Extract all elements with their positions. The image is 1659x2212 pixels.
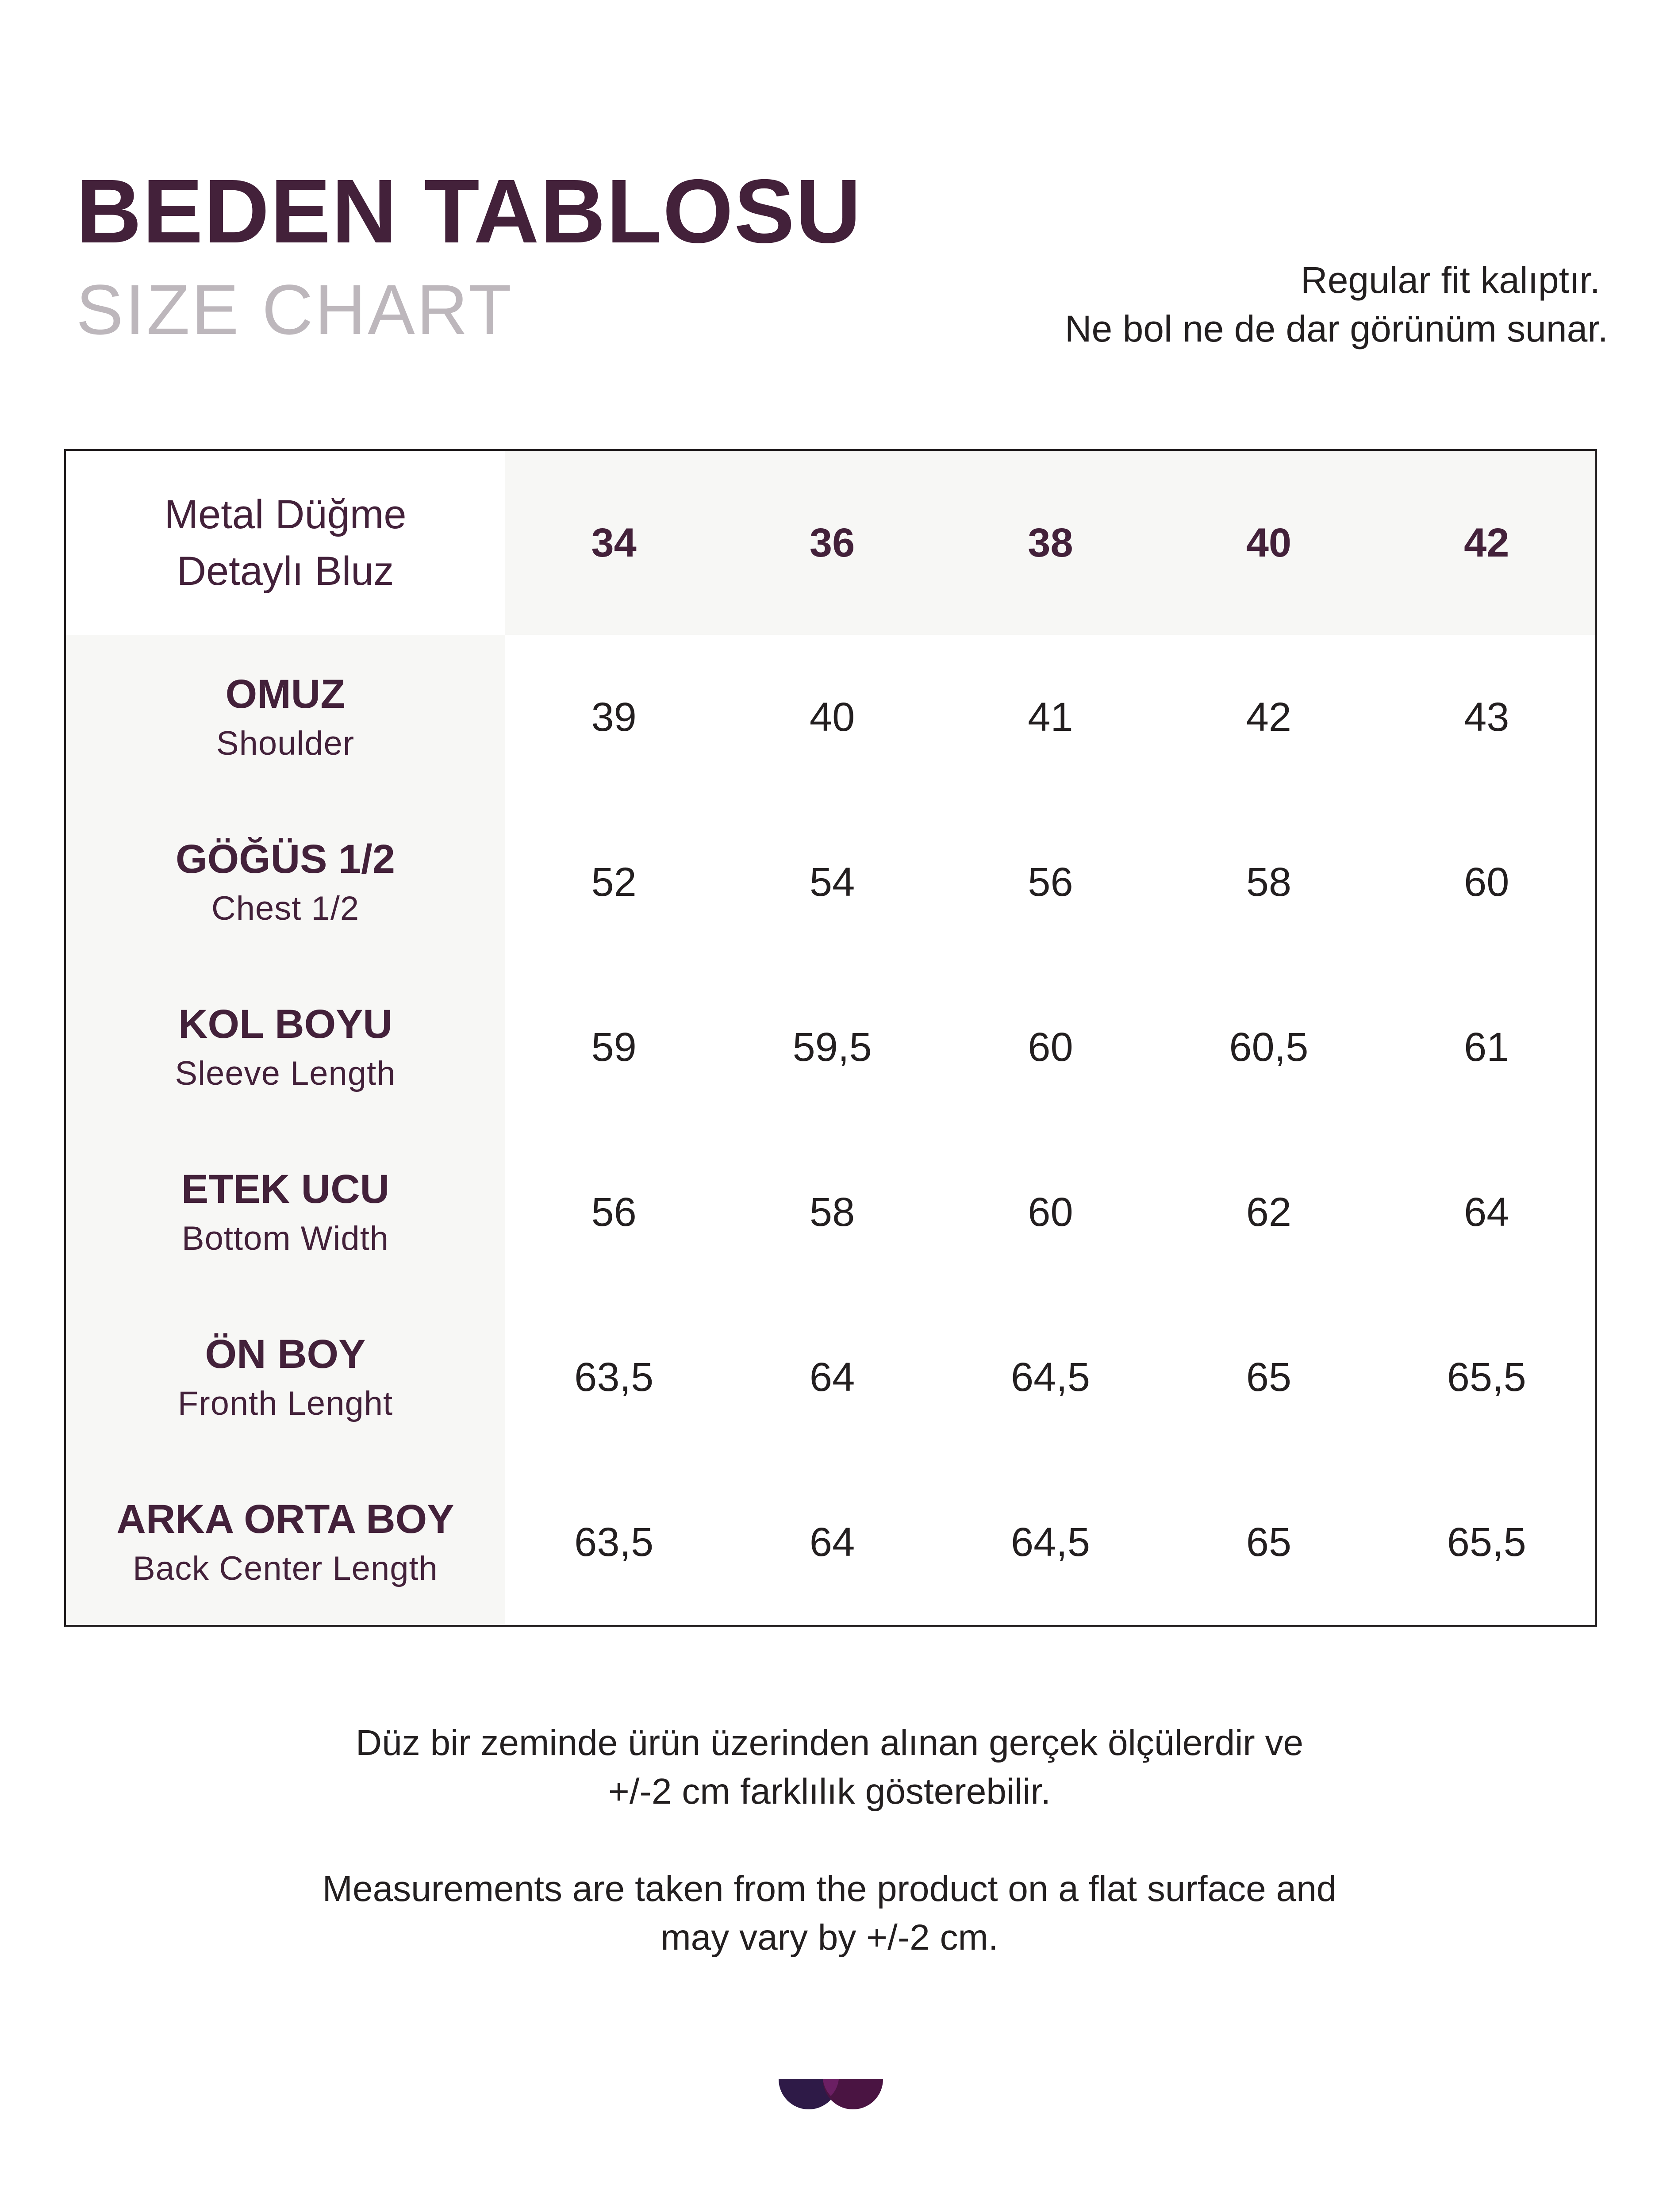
table-cell: 63,5 bbox=[505, 1460, 723, 1626]
footnote-en-line-2: may vary by +/-2 cm. bbox=[661, 1917, 998, 1958]
footnote-tr-line-1: Düz bir zeminde ürün üzerinden alınan gerçek ölçülerdir ve bbox=[355, 1723, 1304, 1763]
table-row-front-length bbox=[65, 1295, 1596, 1460]
table-cell: 56 bbox=[505, 1130, 723, 1295]
row-label-bottom-width bbox=[65, 1130, 505, 1295]
row-label-en: Back Center Length bbox=[133, 1549, 438, 1587]
fit-note bbox=[1065, 256, 1608, 353]
table-cell: 63,5 bbox=[505, 1295, 723, 1460]
table-cell: 60 bbox=[1378, 800, 1596, 965]
table-cell: 39 bbox=[505, 635, 723, 800]
size-chart-table bbox=[64, 449, 1597, 1627]
table-row-shoulder bbox=[65, 635, 1596, 800]
table-header-row bbox=[65, 450, 1596, 635]
table-cell: 65 bbox=[1160, 1295, 1378, 1460]
size-header-34: 34 bbox=[505, 450, 723, 635]
table-row-back-center-length bbox=[65, 1460, 1596, 1626]
row-label-tr: ÖN BOY bbox=[205, 1331, 366, 1377]
row-label-en: Chest 1/2 bbox=[211, 889, 360, 927]
table-cell: 40 bbox=[723, 635, 941, 800]
row-label-tr: OMUZ bbox=[225, 671, 346, 717]
product-name-cell bbox=[65, 450, 505, 635]
row-label-tr: ARKA ORTA BOY bbox=[116, 1496, 454, 1542]
footnote-english bbox=[0, 1865, 1659, 1962]
row-label-tr: ETEK UCU bbox=[181, 1166, 390, 1212]
row-label-tr: GÖĞÜS 1/2 bbox=[176, 836, 395, 882]
table-cell: 60 bbox=[941, 965, 1160, 1130]
page-subtitle: SIZE CHART bbox=[76, 270, 514, 349]
table-cell: 52 bbox=[505, 800, 723, 965]
table-row-chest bbox=[65, 800, 1596, 965]
table-cell: 41 bbox=[941, 635, 1160, 800]
table-cell: 62 bbox=[1160, 1130, 1378, 1295]
row-label-en: Fronth Lenght bbox=[177, 1384, 393, 1422]
table-cell: 65,5 bbox=[1378, 1295, 1596, 1460]
row-label-sleeve bbox=[65, 965, 505, 1130]
size-header-40: 40 bbox=[1160, 450, 1378, 635]
table-cell: 58 bbox=[723, 1130, 941, 1295]
fit-note-line-1: Regular fit kalıptır. bbox=[1301, 259, 1600, 301]
footnote-turkish bbox=[0, 1719, 1659, 1816]
size-header-42: 42 bbox=[1378, 450, 1596, 635]
table-cell: 61 bbox=[1378, 965, 1596, 1130]
row-label-front-length bbox=[65, 1295, 505, 1460]
table-cell: 59 bbox=[505, 965, 723, 1130]
table-row-bottom-width bbox=[65, 1130, 1596, 1295]
table-cell: 64 bbox=[723, 1460, 941, 1626]
table-cell: 65,5 bbox=[1378, 1460, 1596, 1626]
row-label-shoulder bbox=[65, 635, 505, 800]
page-title: BEDEN TABLOSU bbox=[76, 161, 862, 262]
table-cell: 64,5 bbox=[941, 1295, 1160, 1460]
footnote-en-line-1: Measurements are taken from the product on a flat surface and bbox=[322, 1869, 1337, 1909]
fit-note-line-2: Ne bol ne de dar görünüm sunar. bbox=[1064, 308, 1608, 349]
row-label-en: Shoulder bbox=[216, 724, 355, 762]
table-cell: 64,5 bbox=[941, 1460, 1160, 1626]
table-cell: 64 bbox=[723, 1295, 941, 1460]
product-name-line-1: Metal Düğme bbox=[164, 492, 407, 537]
brand-logo-icon bbox=[779, 2079, 883, 2116]
row-label-en: Bottom Width bbox=[181, 1219, 389, 1257]
size-header-36: 36 bbox=[723, 450, 941, 635]
table-cell: 64 bbox=[1378, 1130, 1596, 1295]
footnote-tr-line-2: +/-2 cm farklılık gösterebilir. bbox=[608, 1771, 1051, 1812]
table-cell: 42 bbox=[1160, 635, 1378, 800]
row-label-tr: KOL BOYU bbox=[178, 1001, 392, 1047]
table-cell: 43 bbox=[1378, 635, 1596, 800]
table-cell: 65 bbox=[1160, 1460, 1378, 1626]
table-row-sleeve bbox=[65, 965, 1596, 1130]
table-cell: 60,5 bbox=[1160, 965, 1378, 1130]
table-cell: 59,5 bbox=[723, 965, 941, 1130]
size-header-38: 38 bbox=[941, 450, 1160, 635]
table-cell: 58 bbox=[1160, 800, 1378, 965]
row-label-back-center-length bbox=[65, 1460, 505, 1626]
table-cell: 56 bbox=[941, 800, 1160, 965]
product-name-line-2: Detaylı Bluz bbox=[177, 549, 394, 594]
table-cell: 54 bbox=[723, 800, 941, 965]
row-label-chest bbox=[65, 800, 505, 965]
row-label-en: Sleeve Length bbox=[175, 1054, 396, 1092]
table-cell: 60 bbox=[941, 1130, 1160, 1295]
